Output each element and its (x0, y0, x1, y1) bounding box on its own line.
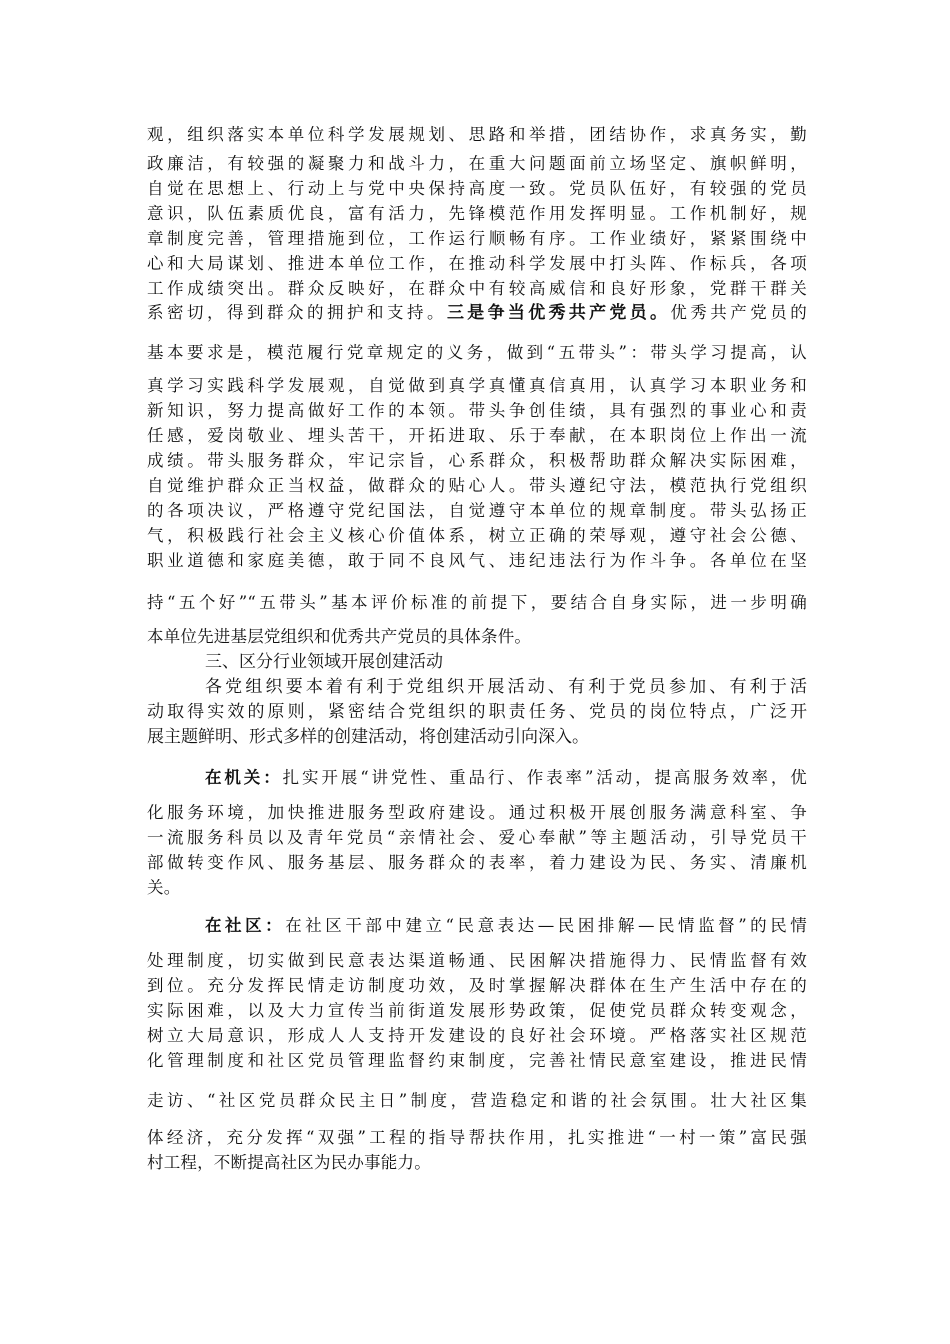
paragraph-line: 关。 (147, 878, 181, 897)
paragraph-line: 化服务环境，加快推进服务型政府建设。通过积极开展创服务满意科室、争 (147, 803, 807, 822)
paragraph-line: 本单位先进基层党组织和优秀共产党员的具体条件。 (147, 627, 532, 646)
text-run: 优秀共产党员的 (670, 303, 808, 322)
paragraph-line: 职业道德和家庭美德，敢于同不良风气、违纪违法行为作斗争。各单位在坚 (147, 551, 807, 570)
paragraph-line: 基本要求是，模范履行党章规定的义务，做到“五带头”：带头学习提高，认 (147, 343, 807, 362)
paragraph-line: 心和大局谋划、推进本单位工作，在推动科学发展中打头阵、作标兵，各项 (147, 254, 807, 273)
paragraph-line (147, 301, 807, 325)
paragraph-line: 气，积极践行社会主义核心价值体系，树立正确的荣辱观，遵守社会公德、 (147, 526, 807, 545)
text-run: 在社区干部中建立“民意表达—民困排解—民情监督”的民情 (285, 916, 807, 935)
paragraph-line: 各党组织要本着有利于党组织开展活动、有利于党员参加、有利于活 (205, 677, 807, 697)
paragraph-line (205, 914, 807, 938)
bold-label-shequ: 在社区： (205, 916, 286, 935)
paragraph-line: 工作成绩突出。群众反映好，在群众中有较高威信和良好形象，党群干群关 (147, 279, 807, 298)
paragraph-line: 实际困难，以及大力宣传当前街道发展形势政策，促使党员群众转变观念， (147, 1001, 807, 1020)
bold-emphasis: 三是争当优秀共产党员。 (447, 303, 671, 323)
paragraph-line: 成绩。带头服务群众，牢记宗旨，心系群众，积极帮助群众解决实际困难， (147, 451, 807, 470)
paragraph-line: 体经济，充分发挥“双强”工程的指导帮扶作用，扎实推进“一村一策”富民强 (147, 1128, 807, 1147)
paragraph-line: 真学习实践科学发展观，自觉做到真学真懂真信真用，认真学习本职业务和 (147, 376, 807, 395)
paragraph-line: 的各项决议，严格遵守党纪国法，自觉遵守本单位的规章制度。带头弘扬正 (147, 501, 807, 520)
paragraph-line: 化管理制度和社区党员管理监督约束制度，完善社情民意室建设，推进民情 (147, 1051, 807, 1070)
paragraph-line: 意识，队伍素质优良，富有活力，先锋模范作用发挥明显。工作机制好，规 (147, 204, 807, 223)
paragraph-line: 部做转变作风、服务基层、服务群众的表率，着力建设为民、务实、清廉机 (147, 853, 807, 872)
paragraph-line: 观，组织落实本单位科学发展规划、思路和举措，团结协作，求真务实，勤 (147, 125, 807, 144)
paragraph-line: 章制度完善，管理措施到位，工作运行顺畅有序。工作业绩好，紧紧围绕中 (147, 229, 807, 248)
paragraph-line: 处理制度，切实做到民意表达渠道畅通、民困解决措施得力、民情监督有效 (147, 951, 807, 970)
paragraph-line: 到位。充分发挥民情走访制度功效，及时掌握解决群体在生产生活中存在的 (147, 976, 807, 995)
paragraph-line: 任感，爱岗敬业、埋头苦干，开拓进取、乐于奉献，在本职岗位上作出一流 (147, 426, 807, 445)
paragraph-line: 新知识，努力提高做好工作的本领。带头争创佳绩，具有强烈的事业心和责 (147, 401, 807, 420)
paragraph-line: 自觉维护群众正当权益，做群众的贴心人。带头遵纪守法，模范执行党组织 (147, 476, 807, 495)
paragraph-line: 自觉在思想上、行动上与党中央保持高度一致。党员队伍好，有较强的党员 (147, 179, 807, 198)
section-heading: 三、区分行业领域开展创建活动 (205, 652, 443, 672)
paragraph-line: 树立大局意识，形成人人支持开发建设的良好社会环境。严格落实社区规范 (147, 1026, 807, 1045)
paragraph-line (205, 766, 807, 790)
paragraph-line: 展主题鲜明、形式多样的创建活动，将创建活动引向深入。 (147, 727, 589, 747)
paragraph-line: 动取得实效的原则，紧密结合党组织的职责任务、党员的岗位特点，广泛开 (147, 702, 807, 722)
paragraph-line: 一流服务科员以及青年党员“亲情社会、爱心奉献”等主题活动，引导党员干 (147, 828, 807, 847)
paragraph-line: 走访、“社区党员群众民主日”制度，营造稳定和谐的社会氛围。壮大社区集 (147, 1091, 807, 1110)
text-run: 扎实开展“讲党性、重品行、作表率”活动，提高服务效率，优 (282, 768, 807, 787)
paragraph-line: 政廉洁，有较强的凝聚力和战斗力，在重大问题面前立场坚定、旗帜鲜明， (147, 154, 807, 173)
paragraph-line: 持“五个好”“五带头”基本评价标准的前提下，要结合自身实际，进一步明确 (147, 593, 807, 612)
bold-label-jiguan: 在机关： (205, 768, 283, 787)
text-run: 系密切，得到群众的拥护和支持。 (147, 303, 447, 322)
paragraph-line: 村工程，不断提高社区为民办事能力。 (147, 1153, 431, 1172)
